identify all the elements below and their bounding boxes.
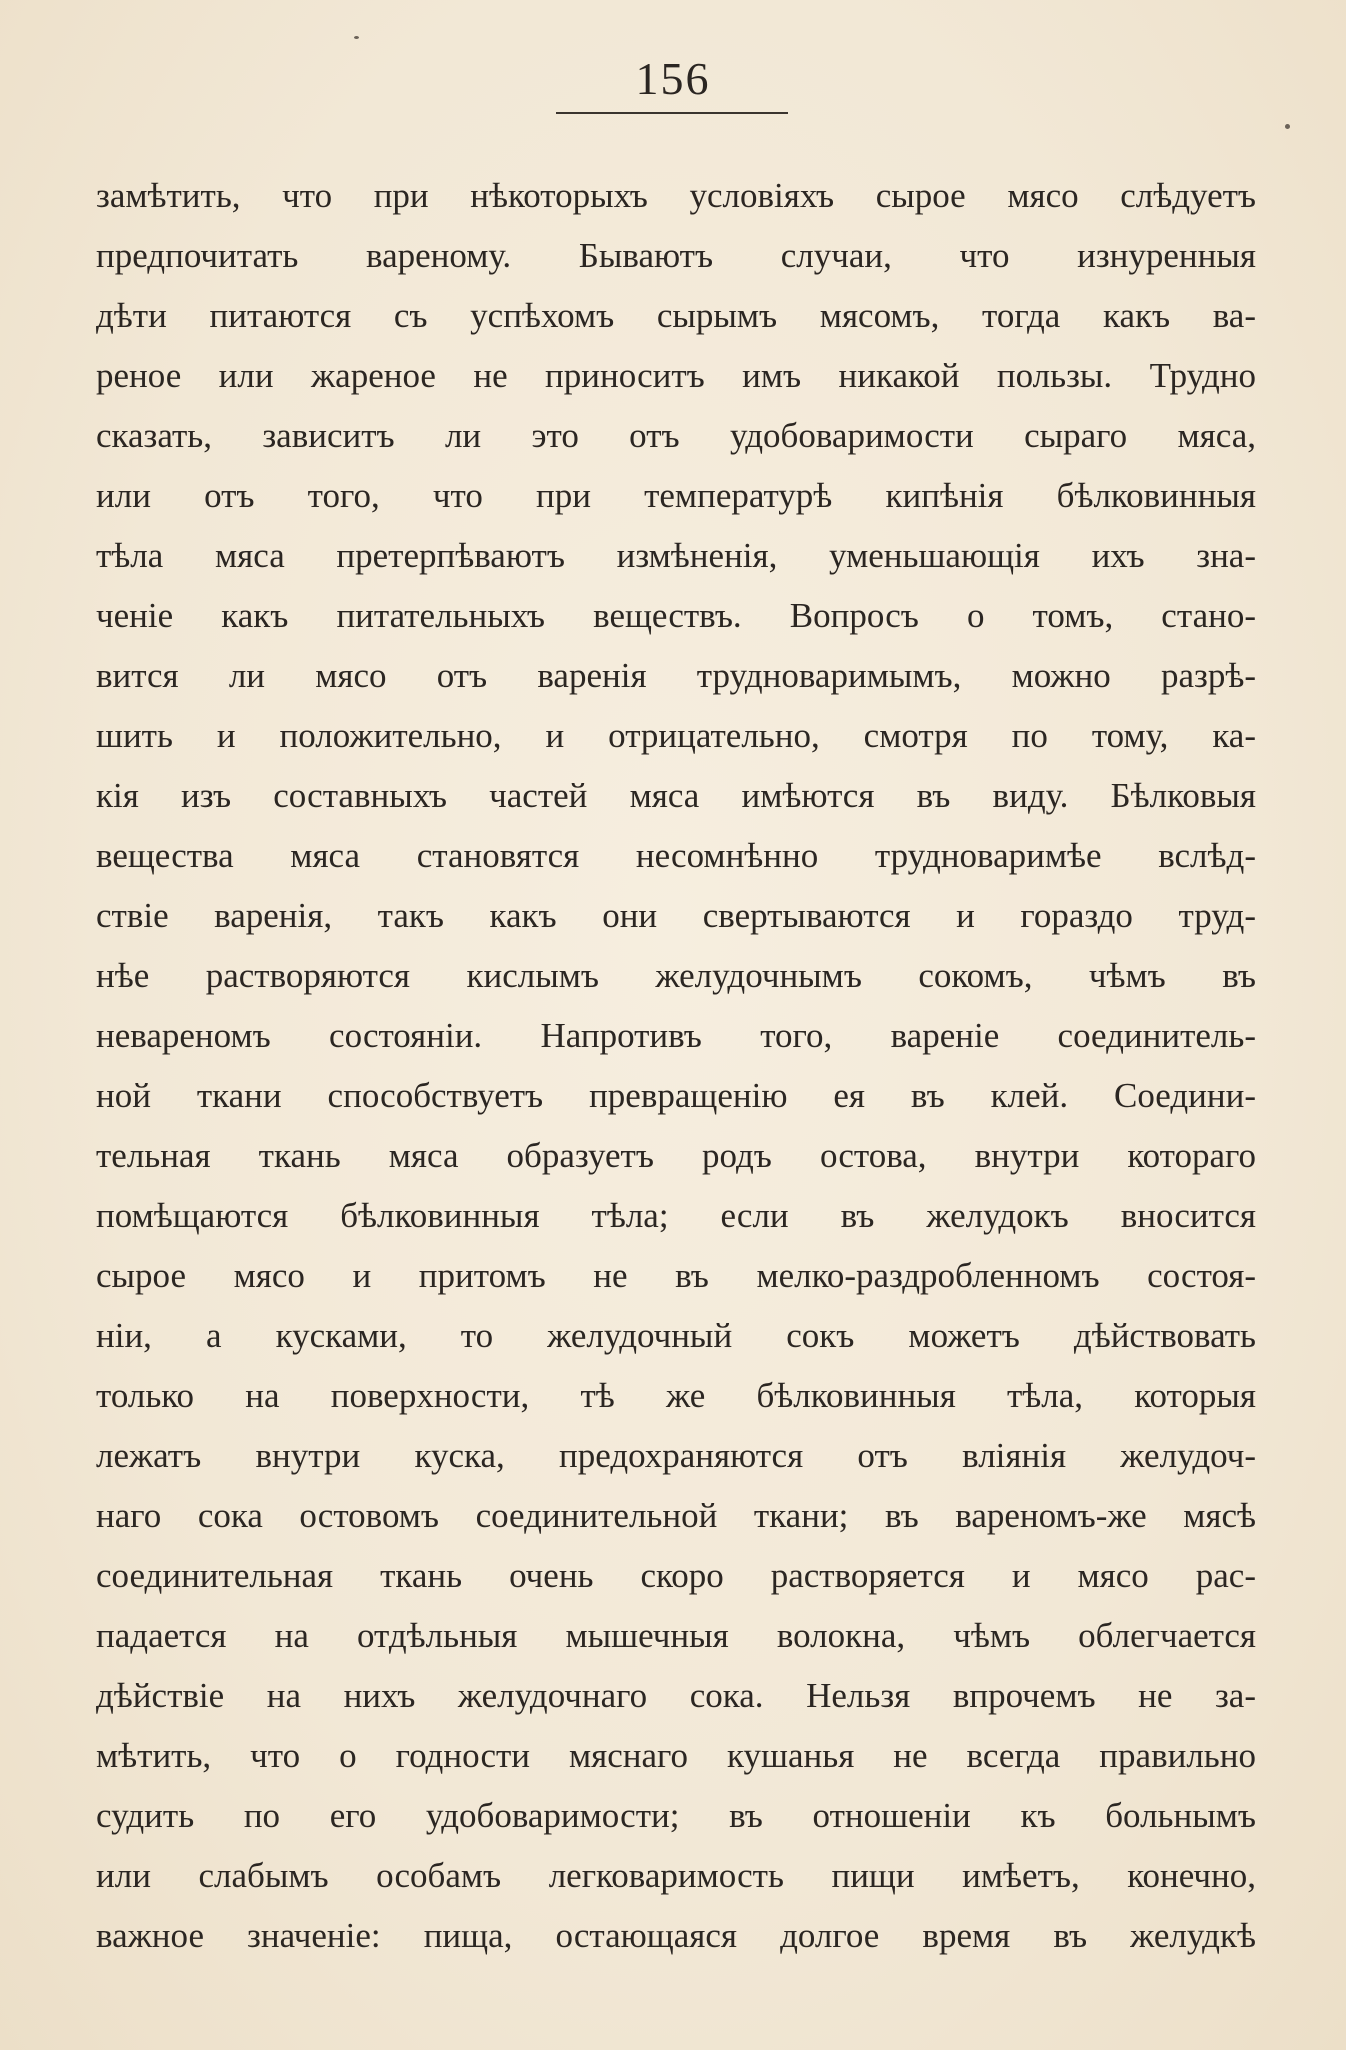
- text-line: наго сока остовомъ соединительной ткани; въ вареномъ-же мясѣ: [96, 1496, 1256, 1535]
- text-line: нѣе растворяются кислымъ желудочнымъ сокомъ, чѣмъ въ: [96, 956, 1256, 995]
- text-line: шить и положительно, и отрицательно, смотря по тому, ка-: [96, 716, 1256, 755]
- text-line: сказать, зависитъ ли это отъ удобоваримости сыраго мяса,: [96, 416, 1256, 455]
- text-line: вится ли мясо отъ варенія трудноваримымъ, можно разрѣ-: [96, 656, 1256, 695]
- paper-speck: [1285, 124, 1290, 129]
- text-line: судить по его удобоваримости; въ отношеніи къ больнымъ: [96, 1796, 1256, 1835]
- text-line: невареномъ состояніи. Напротивъ того, вареніе соединитель-: [96, 1016, 1256, 1055]
- paper-speck: [354, 36, 359, 39]
- text-line: ніи, а кусками, то желудочный сокъ можетъ дѣйствовать: [96, 1316, 1256, 1355]
- text-line: кія изъ составныхъ частей мяса имѣются въ виду. Бѣлковыя: [96, 776, 1256, 815]
- text-line: ствіе варенія, такъ какъ они свертываются и гораздо труд-: [96, 896, 1256, 935]
- text-line: падается на отдѣльныя мышечныя волокна, чѣмъ облегчается: [96, 1616, 1256, 1655]
- text-line: тельная ткань мяса образуетъ родъ остова, внутри котораго: [96, 1136, 1256, 1175]
- text-line: реное или жареное не приноситъ имъ никакой пользы. Трудно: [96, 356, 1256, 395]
- text-line: только на поверхности, тѣ же бѣлковинныя тѣла, которыя: [96, 1376, 1256, 1415]
- text-line: ной ткани способствуетъ превращенію ея въ клей. Соедини-: [96, 1076, 1256, 1115]
- text-line: или слабымъ особамъ легковаримость пищи имѣетъ, конечно,: [96, 1856, 1256, 1895]
- text-line: соединительная ткань очень скоро растворяется и мясо рас-: [96, 1556, 1256, 1595]
- text-line: сырое мясо и притомъ не въ мелко-раздробленномъ состоя-: [96, 1256, 1256, 1295]
- text-line: вещества мяса становятся несомнѣнно трудноваримѣе вслѣд-: [96, 836, 1256, 875]
- text-line: дѣйствіе на нихъ желудочнаго сока. Нельзя впрочемъ не за-: [96, 1676, 1256, 1715]
- text-line: предпочитать вареному. Бываютъ случаи, что изнуренныя: [96, 236, 1256, 275]
- text-line: тѣла мяса претерпѣваютъ измѣненія, уменьшающія ихъ зна-: [96, 536, 1256, 575]
- text-line: мѣтить, что о годности мяснаго кушанья не всегда правильно: [96, 1736, 1256, 1775]
- text-line: дѣти питаются съ успѣхомъ сырымъ мясомъ, тогда какъ ва-: [96, 296, 1256, 335]
- header-rule: [556, 112, 788, 114]
- text-line: важное значеніе: пища, остающаяся долгое время въ желудкѣ: [96, 1916, 1256, 1955]
- text-line: замѣтить, что при нѣкоторыхъ условіяхъ сырое мясо слѣдуетъ: [96, 176, 1256, 215]
- text-line: ченіе какъ питательныхъ веществъ. Вопросъ о томъ, стано-: [96, 596, 1256, 635]
- text-line: лежатъ внутри куска, предохраняются отъ вліянія желудоч-: [96, 1436, 1256, 1475]
- text-line: помѣщаются бѣлковинныя тѣла; если въ желудокъ вносится: [96, 1196, 1256, 1235]
- text-line: или отъ того, что при температурѣ кипѣнія бѣлковинныя: [96, 476, 1256, 515]
- body-text: [96, 166, 1256, 1966]
- page-number: 156: [635, 53, 711, 104]
